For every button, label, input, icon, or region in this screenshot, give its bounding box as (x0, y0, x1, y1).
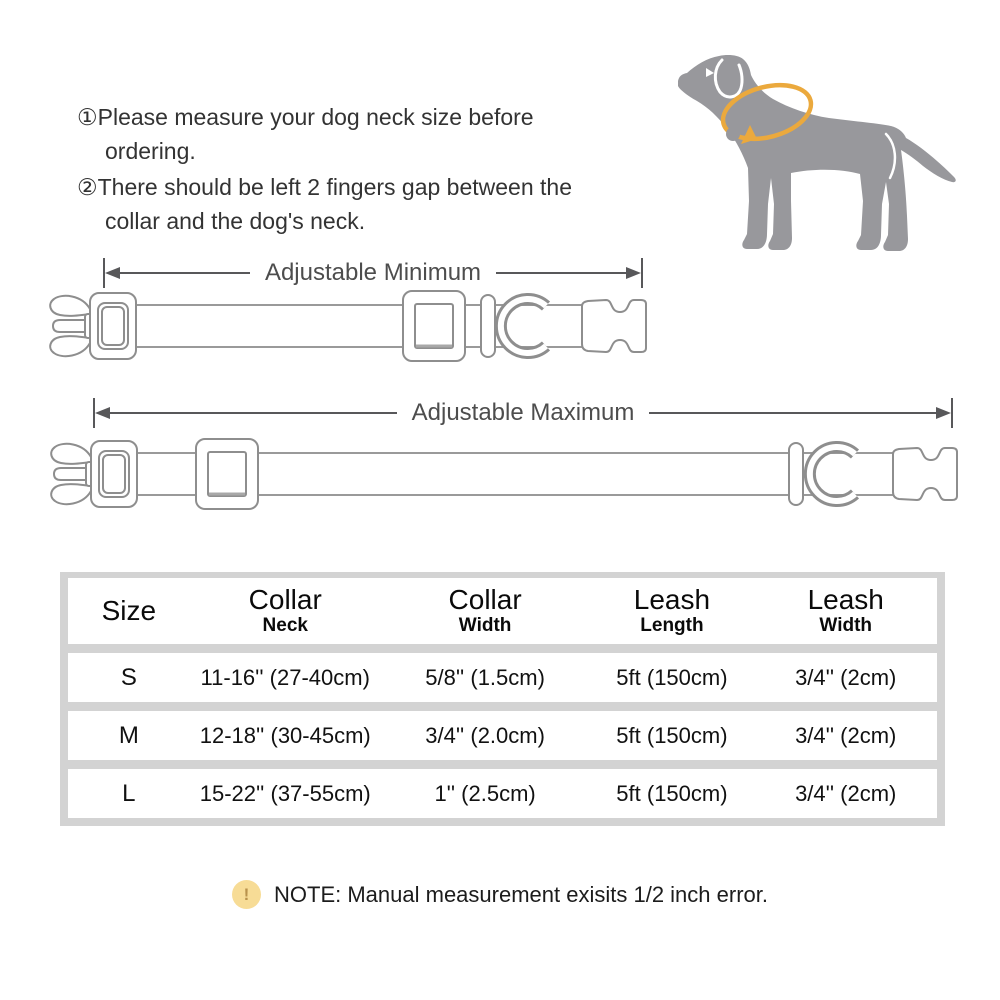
leash-length-value: 5ft (150cm) (616, 722, 728, 748)
collar-neck-value: 15-22'' (37-55cm) (199, 780, 371, 806)
size-value: S (120, 663, 137, 691)
column-header-leash-length: Leash Length (633, 583, 711, 637)
instruction-2-text: There should be left 2 fingers gap between the collar and the dog's neck. (97, 174, 572, 234)
dog-silhouette (678, 55, 956, 251)
note-text: NOTE: Manual measurement exisits 1/2 inch error. (274, 881, 768, 907)
dimension-line (649, 412, 936, 414)
collar-neck-value: 11-16'' (27-40cm) (200, 664, 370, 690)
circled-2-icon: ② (77, 174, 98, 200)
table-header-row (68, 578, 937, 644)
arrow-left-icon (105, 267, 120, 279)
column-header-size: Size (101, 595, 157, 627)
instruction-2 (77, 170, 622, 238)
collar-minimum-diagram (30, 288, 660, 364)
collar-width-value: 1'' (2.5cm) (434, 780, 536, 806)
adjustable-minimum-label: Adjustable Minimum (264, 259, 482, 286)
leash-width-value: 3/4'' (2cm) (795, 780, 897, 806)
adjustable-maximum-dimension (93, 398, 953, 428)
adjustable-maximum-label: Adjustable Maximum (411, 399, 635, 426)
dimension-line (110, 412, 397, 414)
table-row-s (68, 653, 937, 702)
leash-length-value: 5ft (150cm) (616, 664, 728, 690)
exclamation-icon: ! (232, 880, 261, 909)
column-header-leash-width: Leash Width (807, 583, 884, 637)
leash-width-value: 3/4'' (2cm) (795, 664, 897, 690)
arrow-right-icon (626, 267, 641, 279)
instruction-1 (77, 100, 622, 168)
circled-1-icon: ① (77, 104, 98, 130)
column-header-collar-width: Collar Width (448, 583, 522, 637)
dimension-line (496, 272, 626, 274)
collar-width-value: 3/4'' (2.0cm) (425, 722, 545, 748)
collar-strap (136, 305, 586, 347)
size-value: L (122, 779, 136, 807)
measurement-note (0, 880, 1000, 909)
leash-width-value: 3/4'' (2cm) (795, 722, 897, 748)
dimension-line (120, 272, 250, 274)
leash-length-value: 5ft (150cm) (616, 780, 728, 806)
dimension-tick (951, 398, 953, 428)
size-table (60, 572, 945, 826)
collar-width-value: 5/8'' (1.5cm) (425, 664, 545, 690)
collar-neck-value: 12-18'' (30-45cm) (199, 722, 371, 748)
table-row-l (68, 769, 937, 818)
arrow-left-icon (95, 407, 110, 419)
dog-neck-measure-illustration (650, 46, 970, 266)
size-value: M (118, 721, 139, 749)
column-header-collar-neck: Collar Neck (248, 583, 322, 637)
table-row-m (68, 711, 937, 760)
instruction-1-text: Please measure your dog neck size before ordering. (97, 104, 534, 164)
measuring-instructions (77, 100, 622, 240)
adjustable-minimum-dimension (103, 258, 643, 288)
collar-maximum-diagram (25, 438, 960, 510)
dimension-tick (641, 258, 643, 288)
arrow-right-icon (936, 407, 951, 419)
